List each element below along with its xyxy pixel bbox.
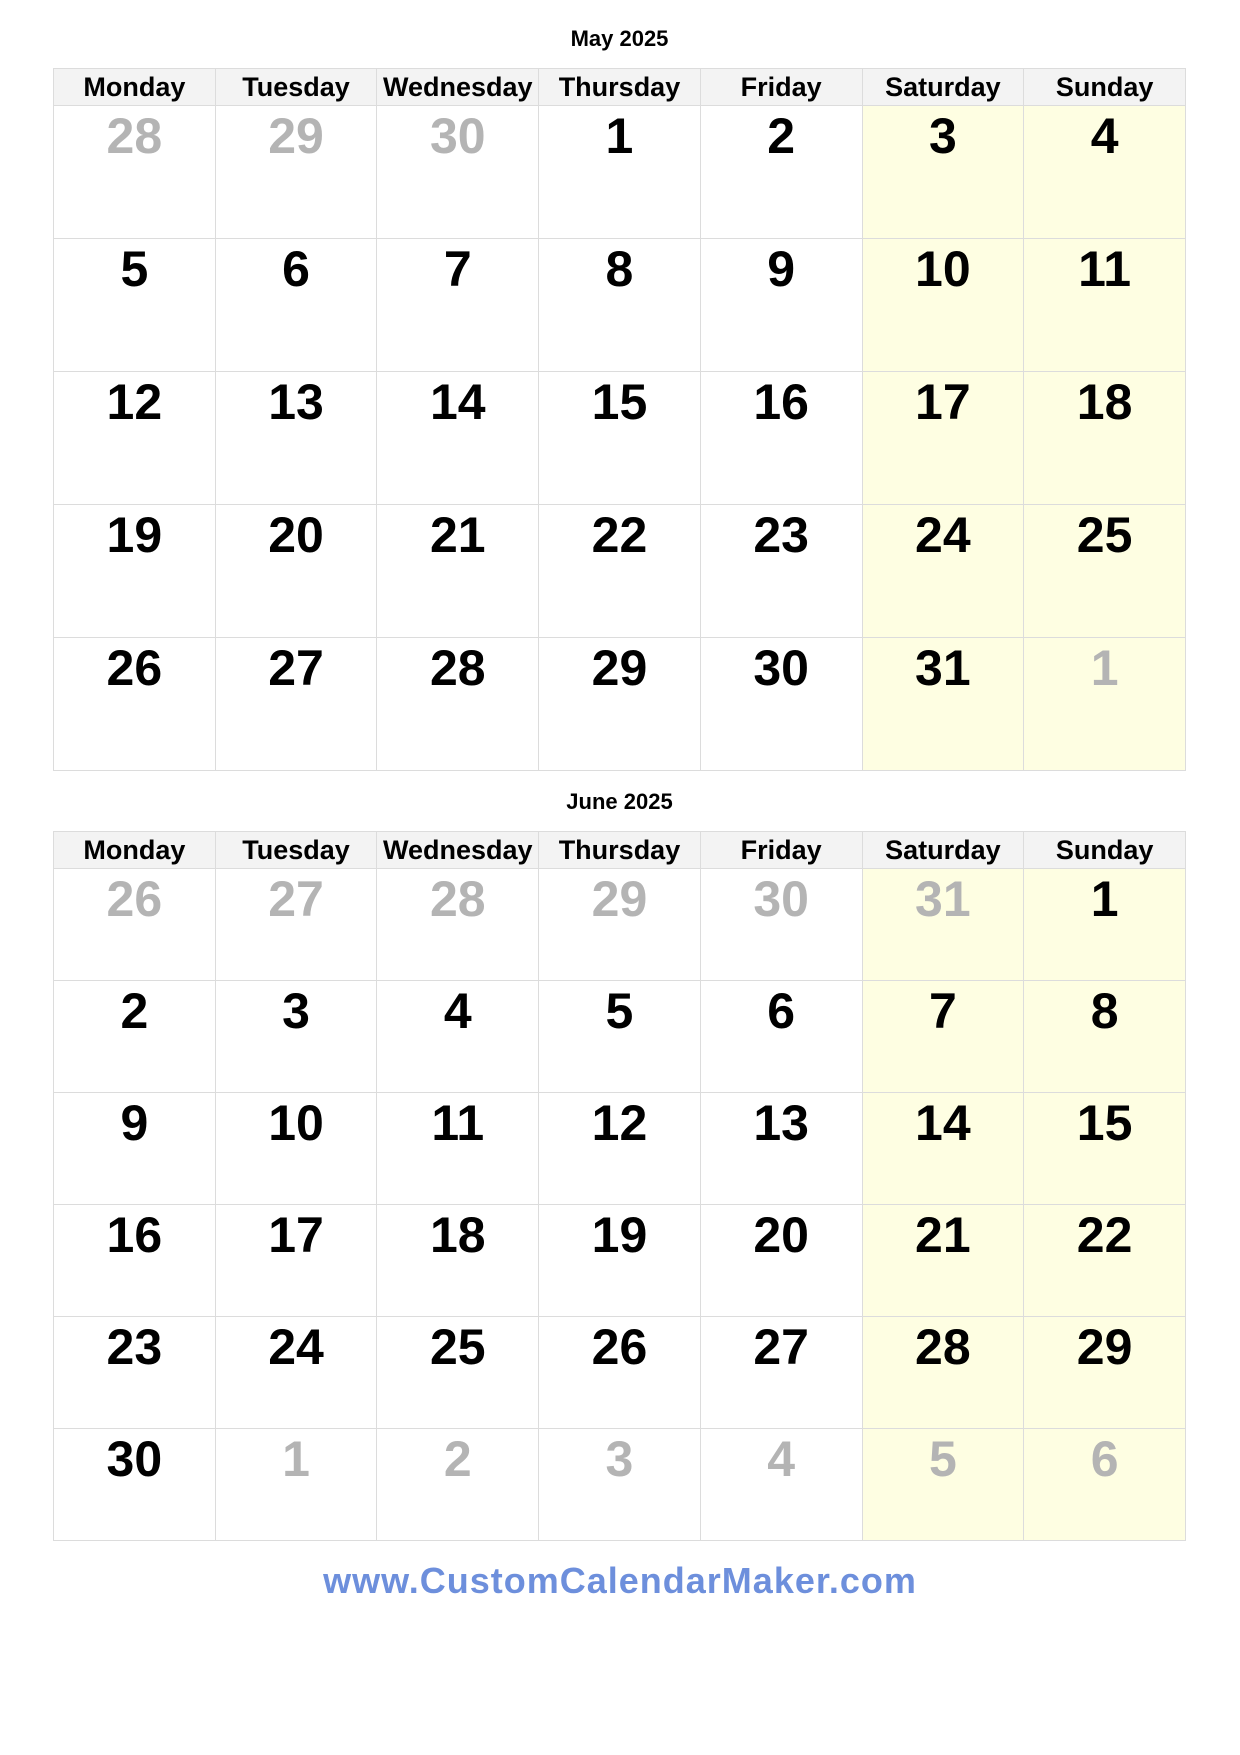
day-number: 4 xyxy=(1090,108,1119,164)
day-cell xyxy=(700,1093,862,1205)
day-number: 13 xyxy=(753,1095,809,1151)
day-number: 12 xyxy=(591,1095,648,1151)
day-number: 17 xyxy=(268,1207,324,1263)
day-number: 26 xyxy=(106,871,163,927)
day-cell xyxy=(862,981,1024,1093)
month-title: June 2025 xyxy=(566,789,673,814)
day-number: 15 xyxy=(591,374,648,430)
day-cell xyxy=(215,372,377,505)
day-cell xyxy=(539,1093,701,1205)
day-number: 24 xyxy=(268,1319,324,1375)
day-number: 16 xyxy=(106,1207,163,1263)
month-title: May 2025 xyxy=(570,26,669,51)
day-number: 19 xyxy=(106,507,163,563)
day-number: 7 xyxy=(443,241,472,297)
day-number: 27 xyxy=(268,871,324,927)
day-cell xyxy=(1024,1429,1186,1541)
day-cell xyxy=(1024,239,1186,372)
day-cell xyxy=(215,981,377,1093)
day-cell xyxy=(215,106,377,239)
day-cell xyxy=(539,981,701,1093)
day-number: 26 xyxy=(106,640,163,696)
day-cell xyxy=(700,505,862,638)
day-cell xyxy=(1024,505,1186,638)
week-row xyxy=(54,106,1186,239)
calendar-grid xyxy=(53,68,1186,771)
weekday-header-row xyxy=(54,832,1186,869)
day-number: 6 xyxy=(1090,1431,1119,1487)
day-cell xyxy=(539,1429,701,1541)
day-cell xyxy=(377,239,539,372)
day-cell xyxy=(377,1093,539,1205)
day-cell xyxy=(862,106,1024,239)
day-number: 20 xyxy=(753,1207,809,1263)
day-cell xyxy=(215,638,377,771)
day-cell xyxy=(54,505,216,638)
week-row xyxy=(54,981,1186,1093)
day-number: 7 xyxy=(928,983,957,1039)
weekday-header-sunday: Sunday xyxy=(1024,832,1186,869)
week-row xyxy=(54,1093,1186,1205)
day-number: 23 xyxy=(106,1319,163,1375)
day-number: 31 xyxy=(915,640,971,696)
day-cell xyxy=(215,239,377,372)
day-cell xyxy=(1024,869,1186,981)
day-number: 4 xyxy=(443,983,472,1039)
day-number: 17 xyxy=(915,374,971,430)
day-cell xyxy=(215,1093,377,1205)
day-cell xyxy=(862,638,1024,771)
day-number: 30 xyxy=(429,108,486,164)
weekday-header-wednesday: Wednesday xyxy=(377,69,539,106)
day-number: 29 xyxy=(268,108,324,164)
day-cell xyxy=(700,869,862,981)
day-number: 11 xyxy=(1078,241,1132,297)
day-cell xyxy=(54,869,216,981)
day-number: 5 xyxy=(120,241,149,297)
day-number: 27 xyxy=(753,1319,809,1375)
weekday-header-monday: Monday xyxy=(54,69,216,106)
weekday-header-thursday: Thursday xyxy=(539,69,701,106)
weekday-header-monday: Monday xyxy=(54,832,216,869)
month-may xyxy=(53,20,1186,771)
day-cell xyxy=(54,106,216,239)
day-number: 3 xyxy=(928,108,957,164)
day-number: 13 xyxy=(268,374,324,430)
day-cell xyxy=(539,869,701,981)
day-number: 10 xyxy=(268,1095,324,1151)
week-row xyxy=(54,869,1186,981)
day-cell xyxy=(54,372,216,505)
day-number: 3 xyxy=(605,1431,634,1487)
day-cell xyxy=(54,981,216,1093)
weekday-header-row xyxy=(54,69,1186,106)
day-number: 26 xyxy=(591,1319,648,1375)
week-row xyxy=(54,372,1186,505)
day-cell xyxy=(377,1317,539,1429)
day-number: 14 xyxy=(915,1095,971,1151)
day-cell xyxy=(539,505,701,638)
day-cell xyxy=(1024,1317,1186,1429)
day-number: 16 xyxy=(753,374,809,430)
day-cell xyxy=(1024,1093,1186,1205)
day-number: 6 xyxy=(282,241,310,297)
month-june xyxy=(53,783,1186,1541)
day-cell xyxy=(377,1205,539,1317)
day-number: 2 xyxy=(443,1431,472,1487)
day-number: 28 xyxy=(106,108,163,164)
weekday-header-thursday: Thursday xyxy=(539,832,701,869)
day-cell xyxy=(862,1429,1024,1541)
day-number: 27 xyxy=(268,640,324,696)
weekday-header-wednesday: Wednesday xyxy=(377,832,539,869)
day-cell xyxy=(54,1429,216,1541)
day-number: 22 xyxy=(1076,1207,1133,1263)
day-number: 19 xyxy=(591,1207,648,1263)
day-number: 8 xyxy=(605,241,634,297)
day-cell xyxy=(54,1317,216,1429)
day-number: 8 xyxy=(1090,983,1119,1039)
day-cell xyxy=(1024,1205,1186,1317)
day-number: 20 xyxy=(268,507,324,563)
day-number: 14 xyxy=(429,374,486,430)
day-cell xyxy=(54,638,216,771)
day-cell xyxy=(1024,638,1186,771)
day-number: 2 xyxy=(767,108,796,164)
weeks-body xyxy=(54,106,1186,771)
footer-website-link[interactable]: www.CustomCalendarMaker.com xyxy=(323,1560,917,1601)
day-cell xyxy=(215,869,377,981)
day-cell xyxy=(54,1205,216,1317)
day-cell xyxy=(377,372,539,505)
day-number: 10 xyxy=(915,241,971,297)
day-cell xyxy=(1024,106,1186,239)
day-cell xyxy=(862,1205,1024,1317)
day-cell xyxy=(377,1429,539,1541)
day-number: 21 xyxy=(429,507,486,563)
day-cell xyxy=(377,106,539,239)
day-number: 2 xyxy=(120,983,149,1039)
day-cell xyxy=(539,1317,701,1429)
day-number: 1 xyxy=(605,108,634,164)
calendar-grid xyxy=(53,831,1186,1541)
day-cell xyxy=(539,372,701,505)
day-number: 1 xyxy=(1090,871,1119,927)
day-number: 22 xyxy=(591,507,648,563)
week-row xyxy=(54,505,1186,638)
weekday-header-tuesday: Tuesday xyxy=(215,69,377,106)
day-number: 12 xyxy=(106,374,163,430)
week-row xyxy=(54,638,1186,771)
day-number: 11 xyxy=(431,1095,485,1151)
weekday-header-friday: Friday xyxy=(700,69,862,106)
day-number: 23 xyxy=(753,507,809,563)
day-cell xyxy=(54,239,216,372)
day-number: 28 xyxy=(429,871,486,927)
week-row xyxy=(54,1317,1186,1429)
day-cell xyxy=(215,505,377,638)
day-cell xyxy=(700,1429,862,1541)
day-number: 31 xyxy=(915,871,971,927)
day-number: 4 xyxy=(767,1431,796,1487)
day-number: 18 xyxy=(1076,374,1133,430)
day-number: 6 xyxy=(767,983,796,1039)
day-cell xyxy=(700,981,862,1093)
day-cell xyxy=(862,239,1024,372)
day-cell xyxy=(862,372,1024,505)
day-number: 28 xyxy=(915,1319,971,1375)
day-number: 1 xyxy=(1090,640,1119,696)
day-cell xyxy=(539,239,701,372)
day-number: 5 xyxy=(928,1431,957,1487)
day-cell xyxy=(700,1317,862,1429)
day-cell xyxy=(215,1429,377,1541)
day-cell xyxy=(377,638,539,771)
weekday-header-saturday: Saturday xyxy=(862,69,1024,106)
day-number: 9 xyxy=(767,241,796,297)
day-cell xyxy=(862,869,1024,981)
weeks-body xyxy=(54,869,1186,1541)
day-cell xyxy=(539,1205,701,1317)
day-number: 1 xyxy=(282,1431,310,1487)
day-cell xyxy=(1024,372,1186,505)
day-cell xyxy=(539,638,701,771)
day-cell xyxy=(377,869,539,981)
day-number: 15 xyxy=(1076,1095,1133,1151)
day-cell xyxy=(377,981,539,1093)
week-row xyxy=(54,239,1186,372)
day-number: 18 xyxy=(429,1207,486,1263)
day-number: 30 xyxy=(753,640,809,696)
weekday-header-sunday: Sunday xyxy=(1024,69,1186,106)
day-cell xyxy=(539,106,701,239)
day-cell xyxy=(215,1317,377,1429)
day-cell xyxy=(700,372,862,505)
day-number: 25 xyxy=(1076,507,1133,563)
day-cell xyxy=(862,1093,1024,1205)
day-cell xyxy=(215,1205,377,1317)
day-cell xyxy=(700,1205,862,1317)
day-cell xyxy=(700,239,862,372)
day-cell xyxy=(862,1317,1024,1429)
day-cell xyxy=(1024,981,1186,1093)
day-cell xyxy=(700,638,862,771)
weekday-header-saturday: Saturday xyxy=(862,832,1024,869)
weekday-header-friday: Friday xyxy=(700,832,862,869)
day-cell xyxy=(700,106,862,239)
day-number: 30 xyxy=(106,1431,163,1487)
day-number: 5 xyxy=(605,983,634,1039)
day-cell xyxy=(54,1093,216,1205)
day-number: 29 xyxy=(1076,1319,1133,1375)
day-number: 21 xyxy=(915,1207,971,1263)
day-number: 30 xyxy=(753,871,809,927)
day-number: 29 xyxy=(591,871,648,927)
day-number: 28 xyxy=(429,640,486,696)
day-number: 9 xyxy=(120,1095,149,1151)
week-row xyxy=(54,1205,1186,1317)
day-cell xyxy=(377,505,539,638)
week-row xyxy=(54,1429,1186,1541)
day-number: 3 xyxy=(282,983,310,1039)
day-cell xyxy=(862,505,1024,638)
day-number: 24 xyxy=(915,507,971,563)
day-number: 29 xyxy=(591,640,648,696)
day-number: 25 xyxy=(429,1319,486,1375)
weekday-header-tuesday: Tuesday xyxy=(215,832,377,869)
